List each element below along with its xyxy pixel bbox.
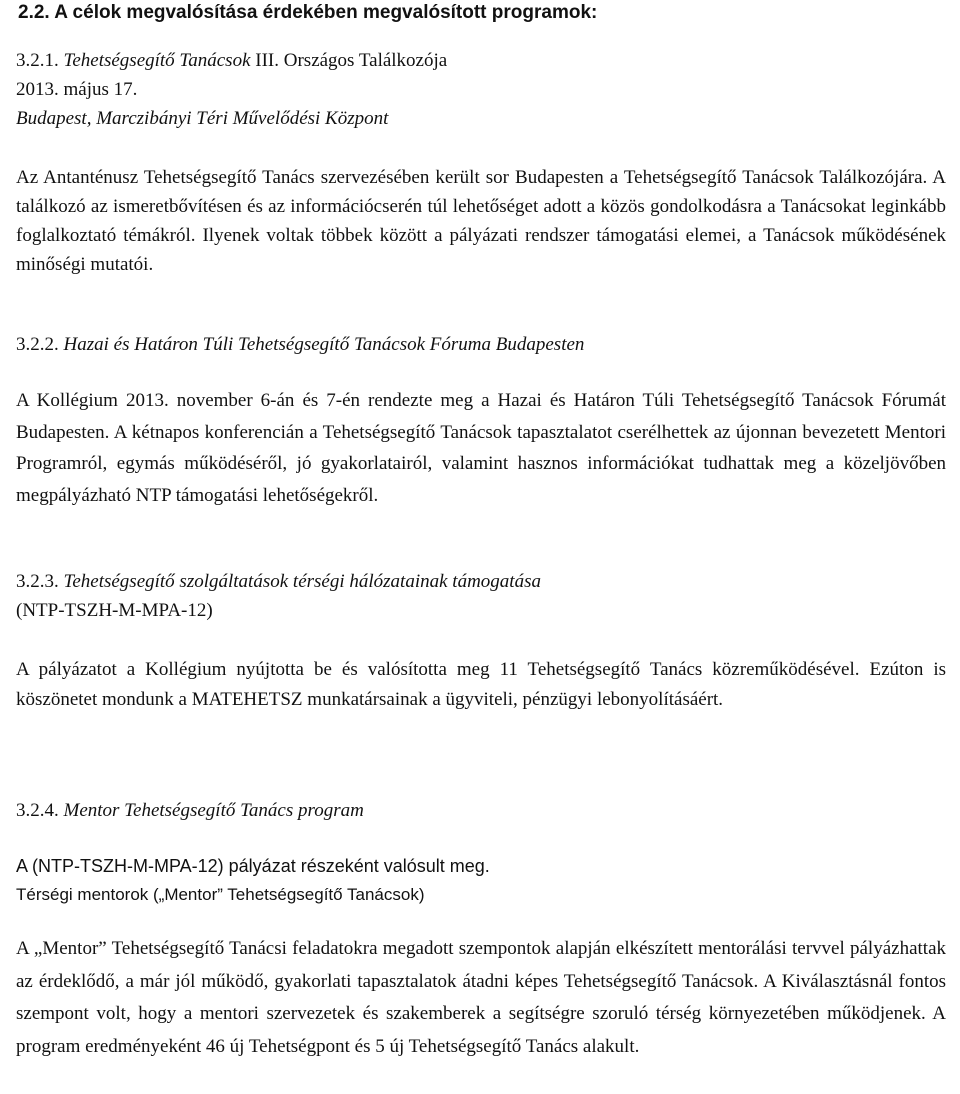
program-note: A (NTP-TSZH-M-MPA-12) pályázat részeként valósult meg. [16,856,490,876]
subsection-number: 3.2.1. [16,50,64,71]
subsection-title-3-2-2 [16,334,584,356]
paragraph-3-2-4: A „Mentor” Tehetségsegítő Tanácsi feladatokra megadott szempontok alapján elkészített mentorálási tervvel pályázhattak az érdeklődő, a már jól működő, gyakorlati tapasztalatok átadni képes Tehetségsegítő Tanácsok. A Kiválasztásnál fontos szempont volt, hogy a mentori szervezetek és szakemberek a segítségre szoruló térség környezetében működjenek. A program eredményeként 46 új Tehetségpont és 5 új Tehetségsegítő Tanács alakult. [16,938,946,1057]
subsection-title-3-2-4 [16,800,364,822]
paragraph-3-2-1: Az Antanténusz Tehetségsegítő Tanács szervezésében került sor Budapesten a Tehetségsegítő Tanácsok Találkozójára. A találkozó az ismeretbővítésen és az információcserén túl lehetőséget adott a közös gondolkodásra a Tanácsokat leginkább foglalkoztató témákról. Ilyenek voltak többek között a pályázati rendszer támogatási elemei, a Tanácsok működésének minőségi mutatói. [16,167,946,275]
paragraph-3-2-3: A pályázatot a Kollégium nyújtotta be és valósította meg 11 Tehetségsegítő Tanács közreműködésével. Ezúton is köszönetet mondunk a MATEHETSZ munkatársainak a ügyviteli, pénzügyi lebonyolításáért. [16,659,946,710]
subsection-title-italic: Hazai és Határon Túli Tehetségsegítő Tanácsok Fóruma Budapesten [63,334,585,355]
subsection-title-rest: III. Országos Találkozója [250,50,448,71]
subsection-title-italic: Tehetségsegítő szolgáltatások térségi hálózatainak támogatása [63,571,541,592]
mentor-subheading: Térségi mentorok („Mentor” Tehetségsegítő Tanácsok) [16,885,425,904]
section-heading: 2.2. A célok megvalósítása érdekében megvalósított programok: [18,2,598,23]
subsection-title-3-2-1 [16,50,447,72]
event-date: 2013. május 17. [16,79,138,100]
subsection-number: 3.2.2. [16,334,64,355]
event-place: Budapest, Marczibányi Téri Művelődési Központ [16,108,389,129]
subsection-number: 3.2.3. [16,571,64,592]
subsection-number: 3.2.4. [16,800,64,821]
paragraph-3-2-2: A Kollégium 2013. november 6-án és 7-én rendezte meg a Hazai és Határon Túli Tehetségsegítő Tanácsok Fórumát Budapesten. A kétnapos konferencián a Tehetségsegítő Tanácsok tapasztalatot cserélhettek az újonnan bevezetett Mentori Programról, egymás működéséről, jó gyakorlatairól, valamint hasznos információkat tudhattak meg a közeljövőben megpályázható NTP támogatási lehetőségekről. [16,390,946,506]
program-code: (NTP-TSZH-M-MPA-12) [16,600,213,621]
subsection-title-italic: Mentor Tehetségsegítő Tanács program [63,800,364,821]
subsection-title-3-2-3 [16,571,541,593]
subsection-title-italic: Tehetségsegítő Tanácsok [63,50,251,71]
